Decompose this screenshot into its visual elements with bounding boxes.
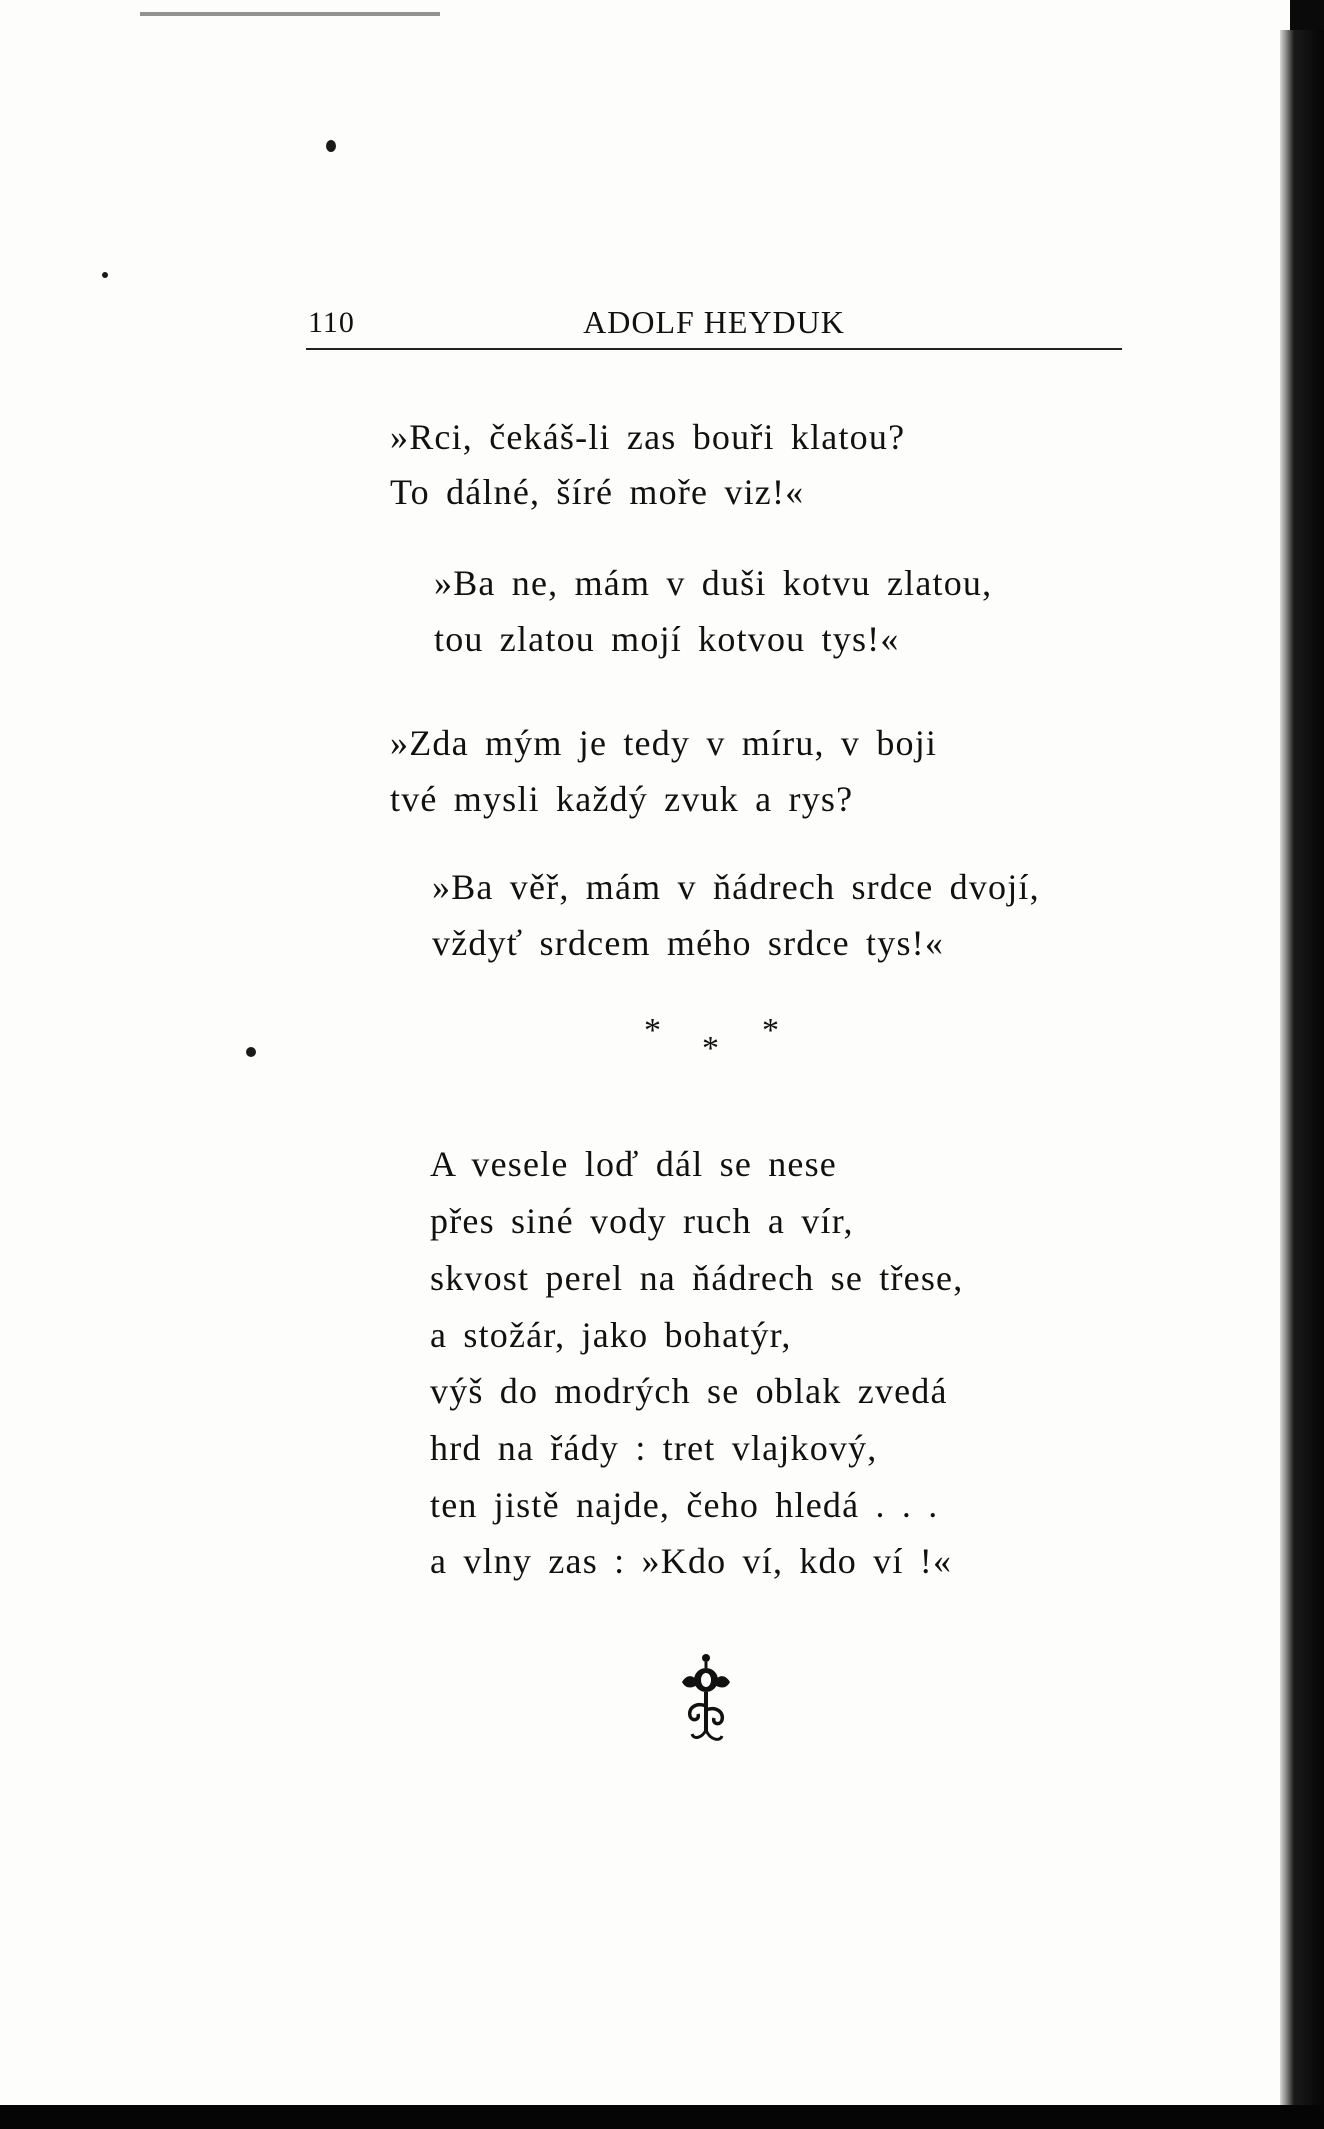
running-head: ADOLF HEYDUK — [583, 304, 845, 340]
poem-line: a vlny zas : »Kdo ví, kdo ví !« — [430, 1541, 953, 1581]
poem-line: a stožár, jako bohatýr, — [430, 1315, 792, 1355]
poem-line: tou zlatou mojí kotvou tys!« — [434, 619, 900, 659]
ink-speck — [246, 1047, 256, 1057]
poem-line: To dálné, šíré moře viz!« — [390, 472, 805, 512]
poem-line: »Rci, čekáš-li zas bouři klatou? — [390, 417, 906, 457]
poem-line: skvost perel na ňádrech se třese, — [430, 1258, 964, 1298]
page-bottom-shadow — [0, 2105, 1324, 2129]
page-number: 110 — [308, 306, 355, 339]
poem-line: vždyť srdcem mého srdce tys!« — [432, 923, 945, 963]
separator-asterisk: * — [702, 1030, 719, 1067]
page-header — [306, 300, 1122, 350]
page-edge-shadow — [1280, 30, 1324, 2129]
poem-line: přes siné vody ruch a vír, — [430, 1201, 854, 1241]
separator-asterisk: * — [644, 1012, 661, 1049]
poem-line: hrd na řády : tret vlajkový, — [430, 1428, 878, 1468]
separator-asterisk: * — [762, 1012, 779, 1049]
ink-speck — [102, 272, 108, 278]
poem-line: »Zda mým je tedy v míru, v boji — [390, 723, 938, 763]
poem-line: »Ba věř, mám v ňádrech srdce dvojí, — [432, 867, 1040, 907]
ink-speck — [326, 140, 336, 152]
poem-line: A vesele loď dál se nese — [430, 1144, 837, 1184]
scan-smudge — [140, 12, 440, 16]
poem-line: »Ba ne, mám v duši kotvu zlatou, — [434, 563, 993, 603]
poem-line: ten jistě najde, čeho hledá . . . — [430, 1485, 939, 1525]
floral-tailpiece-icon — [674, 1652, 738, 1748]
poem-line: výš do modrých se oblak zvedá — [430, 1371, 948, 1411]
poem-line: tvé mysli každý zvuk a rys? — [390, 779, 854, 819]
